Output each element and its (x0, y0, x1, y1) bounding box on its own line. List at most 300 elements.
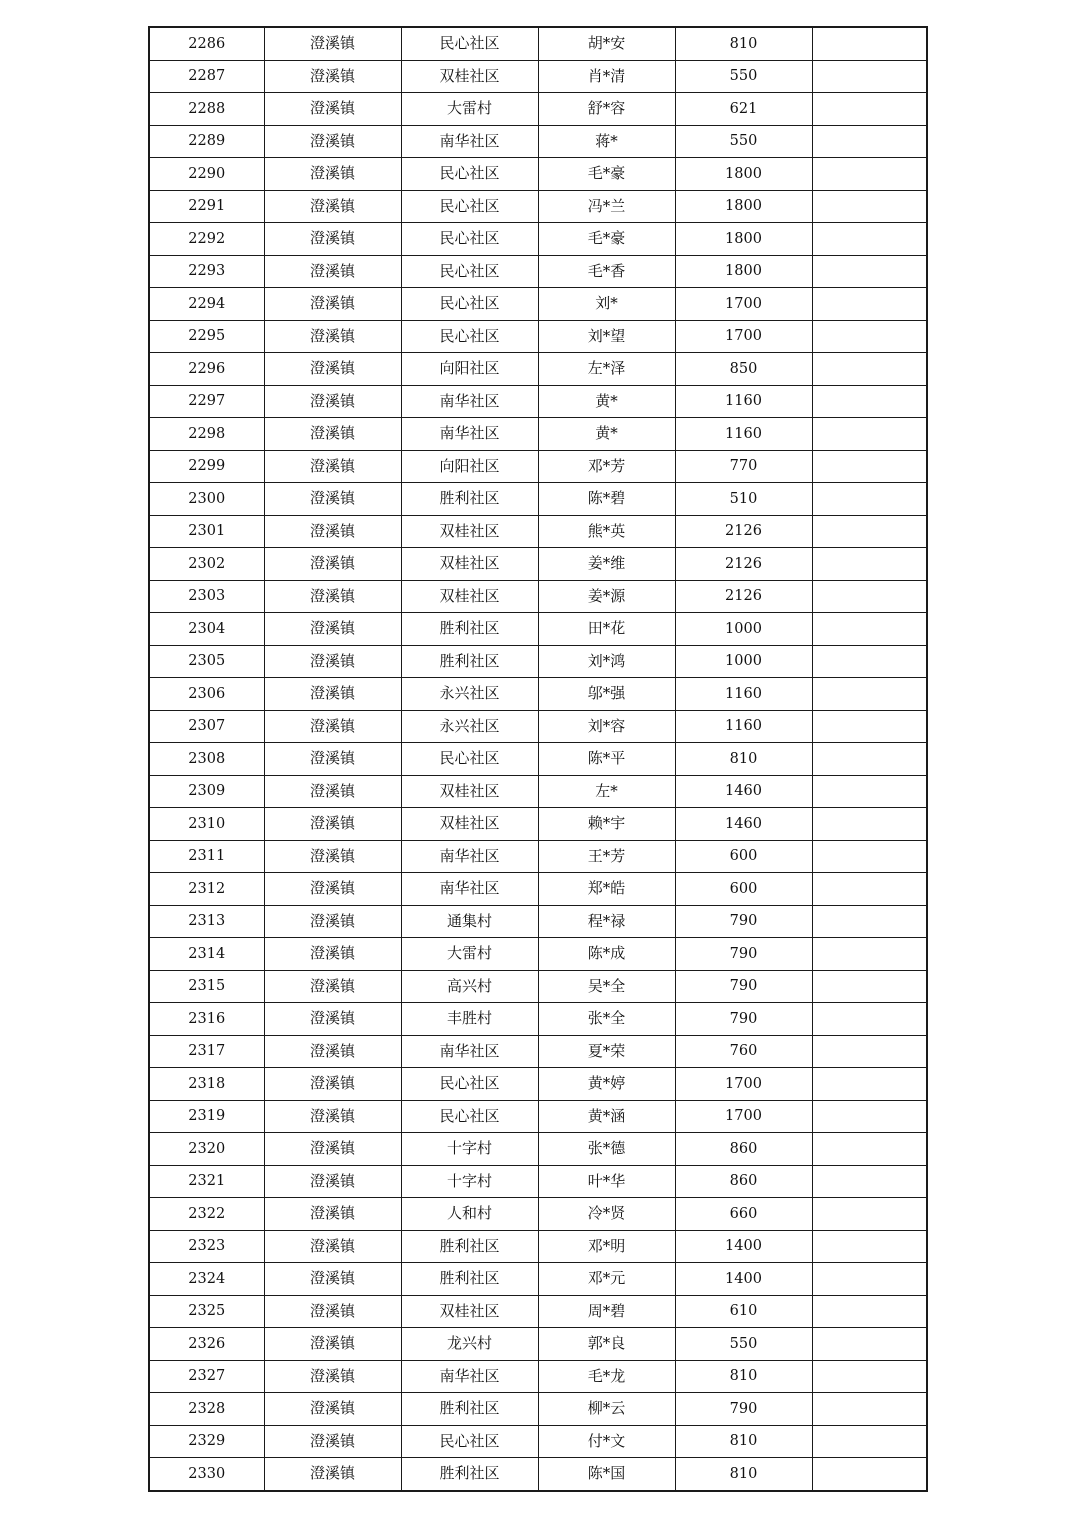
table-row (149, 125, 927, 158)
cell-serial-no: 2295 (149, 320, 264, 353)
cell-person-name: 周*碧 (538, 1295, 675, 1328)
cell-town: 澄溪镇 (264, 450, 401, 483)
table-row (149, 515, 927, 548)
cell-note (812, 483, 927, 516)
cell-community: 十字村 (401, 1133, 538, 1166)
table-row (149, 1068, 927, 1101)
table-row (149, 1100, 927, 1133)
cell-community: 民心社区 (401, 255, 538, 288)
cell-serial-no: 2299 (149, 450, 264, 483)
table-row (149, 418, 927, 451)
cell-town: 澄溪镇 (264, 645, 401, 678)
cell-amount: 2126 (675, 515, 812, 548)
cell-serial-no: 2323 (149, 1230, 264, 1263)
cell-town: 澄溪镇 (264, 1100, 401, 1133)
table-row (149, 970, 927, 1003)
cell-amount: 621 (675, 93, 812, 126)
cell-amount: 810 (675, 1360, 812, 1393)
cell-community: 民心社区 (401, 288, 538, 321)
cell-town: 澄溪镇 (264, 580, 401, 613)
cell-town: 澄溪镇 (264, 288, 401, 321)
cell-community: 双桂社区 (401, 775, 538, 808)
cell-person-name: 邓*芳 (538, 450, 675, 483)
cell-community: 南华社区 (401, 1360, 538, 1393)
cell-town: 澄溪镇 (264, 418, 401, 451)
table-row (149, 483, 927, 516)
cell-town: 澄溪镇 (264, 385, 401, 418)
cell-person-name: 刘*鸿 (538, 645, 675, 678)
cell-note (812, 808, 927, 841)
cell-note (812, 125, 927, 158)
table-row (149, 645, 927, 678)
cell-town: 澄溪镇 (264, 1263, 401, 1296)
cell-person-name: 陈*平 (538, 743, 675, 776)
cell-amount: 1460 (675, 775, 812, 808)
cell-community: 胜利社区 (401, 645, 538, 678)
table-row (149, 223, 927, 256)
cell-community: 龙兴村 (401, 1328, 538, 1361)
cell-note (812, 1458, 927, 1491)
cell-amount: 810 (675, 1458, 812, 1491)
cell-note (812, 515, 927, 548)
cell-town: 澄溪镇 (264, 808, 401, 841)
cell-town: 澄溪镇 (264, 1360, 401, 1393)
cell-note (812, 1393, 927, 1426)
cell-amount: 790 (675, 970, 812, 1003)
cell-amount: 660 (675, 1198, 812, 1231)
cell-note (812, 385, 927, 418)
table-row (149, 775, 927, 808)
cell-amount: 550 (675, 1328, 812, 1361)
cell-community: 永兴社区 (401, 710, 538, 743)
cell-serial-no: 2305 (149, 645, 264, 678)
cell-note (812, 1100, 927, 1133)
cell-person-name: 张*德 (538, 1133, 675, 1166)
cell-person-name: 左* (538, 775, 675, 808)
table-row (149, 548, 927, 581)
cell-amount: 1000 (675, 613, 812, 646)
cell-serial-no: 2290 (149, 158, 264, 191)
cell-person-name: 姜*源 (538, 580, 675, 613)
cell-town: 澄溪镇 (264, 743, 401, 776)
cell-town: 澄溪镇 (264, 223, 401, 256)
cell-amount: 610 (675, 1295, 812, 1328)
cell-person-name: 黄*婷 (538, 1068, 675, 1101)
cell-serial-no: 2306 (149, 678, 264, 711)
cell-town: 澄溪镇 (264, 27, 401, 60)
cell-serial-no: 2294 (149, 288, 264, 321)
cell-community: 胜利社区 (401, 1263, 538, 1296)
cell-serial-no: 2289 (149, 125, 264, 158)
cell-town: 澄溪镇 (264, 710, 401, 743)
cell-amount: 850 (675, 353, 812, 386)
cell-person-name: 夏*荣 (538, 1035, 675, 1068)
cell-note (812, 775, 927, 808)
cell-note (812, 710, 927, 743)
table-row (149, 840, 927, 873)
cell-amount: 1700 (675, 320, 812, 353)
cell-serial-no: 2321 (149, 1165, 264, 1198)
cell-community: 民心社区 (401, 1100, 538, 1133)
cell-town: 澄溪镇 (264, 1198, 401, 1231)
cell-community: 胜利社区 (401, 1393, 538, 1426)
cell-serial-no: 2308 (149, 743, 264, 776)
cell-serial-no: 2314 (149, 938, 264, 971)
cell-person-name: 赖*宇 (538, 808, 675, 841)
cell-person-name: 左*泽 (538, 353, 675, 386)
table-row (149, 905, 927, 938)
cell-community: 民心社区 (401, 223, 538, 256)
cell-community: 永兴社区 (401, 678, 538, 711)
cell-town: 澄溪镇 (264, 255, 401, 288)
cell-town: 澄溪镇 (264, 60, 401, 93)
cell-note (812, 288, 927, 321)
cell-serial-no: 2286 (149, 27, 264, 60)
cell-serial-no: 2311 (149, 840, 264, 873)
cell-community: 大雷村 (401, 938, 538, 971)
cell-person-name: 邓*元 (538, 1263, 675, 1296)
cell-town: 澄溪镇 (264, 158, 401, 191)
cell-amount: 1700 (675, 1068, 812, 1101)
cell-community: 双桂社区 (401, 1295, 538, 1328)
cell-person-name: 舒*容 (538, 93, 675, 126)
cell-note (812, 255, 927, 288)
cell-note (812, 1068, 927, 1101)
cell-amount: 1160 (675, 418, 812, 451)
cell-serial-no: 2318 (149, 1068, 264, 1101)
cell-note (812, 1003, 927, 1036)
cell-note (812, 190, 927, 223)
cell-person-name: 黄*涵 (538, 1100, 675, 1133)
table-row (149, 1198, 927, 1231)
cell-serial-no: 2310 (149, 808, 264, 841)
cell-note (812, 353, 927, 386)
cell-amount: 550 (675, 60, 812, 93)
table-row (149, 255, 927, 288)
cell-community: 民心社区 (401, 1425, 538, 1458)
cell-person-name: 刘*望 (538, 320, 675, 353)
cell-note (812, 1263, 927, 1296)
cell-town: 澄溪镇 (264, 1068, 401, 1101)
cell-amount: 2126 (675, 580, 812, 613)
cell-amount: 810 (675, 743, 812, 776)
cell-amount: 1700 (675, 288, 812, 321)
cell-person-name: 邓*明 (538, 1230, 675, 1263)
cell-serial-no: 2326 (149, 1328, 264, 1361)
cell-community: 胜利社区 (401, 483, 538, 516)
cell-serial-no: 2330 (149, 1458, 264, 1491)
cell-amount: 790 (675, 938, 812, 971)
cell-community: 南华社区 (401, 873, 538, 906)
table-row (149, 353, 927, 386)
cell-note (812, 93, 927, 126)
cell-town: 澄溪镇 (264, 548, 401, 581)
cell-town: 澄溪镇 (264, 840, 401, 873)
cell-note (812, 678, 927, 711)
cell-amount: 860 (675, 1165, 812, 1198)
cell-amount: 1800 (675, 158, 812, 191)
cell-town: 澄溪镇 (264, 1003, 401, 1036)
cell-community: 民心社区 (401, 320, 538, 353)
table-row (149, 1425, 927, 1458)
table-row (149, 1035, 927, 1068)
cell-serial-no: 2312 (149, 873, 264, 906)
table-row (149, 1165, 927, 1198)
cell-community: 向阳社区 (401, 353, 538, 386)
cell-person-name: 王*芳 (538, 840, 675, 873)
cell-community: 高兴村 (401, 970, 538, 1003)
cell-amount: 860 (675, 1133, 812, 1166)
cell-note (812, 1425, 927, 1458)
table-row (149, 27, 927, 60)
cell-town: 澄溪镇 (264, 1425, 401, 1458)
table-row (149, 93, 927, 126)
cell-note (812, 450, 927, 483)
cell-serial-no: 2298 (149, 418, 264, 451)
cell-note (812, 1230, 927, 1263)
cell-town: 澄溪镇 (264, 873, 401, 906)
cell-person-name: 黄* (538, 418, 675, 451)
table-row (149, 158, 927, 191)
table-row (149, 1458, 927, 1491)
cell-person-name: 冷*贤 (538, 1198, 675, 1231)
cell-serial-no: 2301 (149, 515, 264, 548)
cell-person-name: 陈*碧 (538, 483, 675, 516)
cell-note (812, 873, 927, 906)
cell-note (812, 613, 927, 646)
table-row (149, 450, 927, 483)
cell-serial-no: 2327 (149, 1360, 264, 1393)
cell-community: 民心社区 (401, 190, 538, 223)
cell-serial-no: 2319 (149, 1100, 264, 1133)
cell-person-name: 熊*英 (538, 515, 675, 548)
cell-person-name: 冯*兰 (538, 190, 675, 223)
cell-amount: 810 (675, 27, 812, 60)
cell-amount: 1160 (675, 385, 812, 418)
cell-community: 民心社区 (401, 158, 538, 191)
cell-note (812, 223, 927, 256)
cell-person-name: 毛*香 (538, 255, 675, 288)
cell-serial-no: 2324 (149, 1263, 264, 1296)
cell-amount: 2126 (675, 548, 812, 581)
cell-note (812, 645, 927, 678)
cell-person-name: 黄* (538, 385, 675, 418)
cell-serial-no: 2287 (149, 60, 264, 93)
cell-person-name: 邬*强 (538, 678, 675, 711)
cell-amount: 770 (675, 450, 812, 483)
subsidy-table (148, 26, 928, 1492)
cell-person-name: 张*全 (538, 1003, 675, 1036)
cell-amount: 1800 (675, 190, 812, 223)
cell-person-name: 刘*容 (538, 710, 675, 743)
cell-note (812, 27, 927, 60)
cell-serial-no: 2296 (149, 353, 264, 386)
cell-town: 澄溪镇 (264, 1035, 401, 1068)
cell-town: 澄溪镇 (264, 678, 401, 711)
cell-community: 双桂社区 (401, 60, 538, 93)
cell-note (812, 320, 927, 353)
table-row (149, 613, 927, 646)
cell-amount: 790 (675, 1003, 812, 1036)
cell-community: 南华社区 (401, 385, 538, 418)
cell-person-name: 柳*云 (538, 1393, 675, 1426)
cell-serial-no: 2317 (149, 1035, 264, 1068)
cell-person-name: 付*文 (538, 1425, 675, 1458)
cell-community: 双桂社区 (401, 548, 538, 581)
cell-serial-no: 2313 (149, 905, 264, 938)
cell-serial-no: 2315 (149, 970, 264, 1003)
cell-town: 澄溪镇 (264, 1458, 401, 1491)
cell-note (812, 938, 927, 971)
cell-person-name: 叶*华 (538, 1165, 675, 1198)
cell-note (812, 418, 927, 451)
cell-community: 十字村 (401, 1165, 538, 1198)
cell-town: 澄溪镇 (264, 125, 401, 158)
cell-community: 胜利社区 (401, 1230, 538, 1263)
cell-person-name: 毛*豪 (538, 158, 675, 191)
cell-serial-no: 2288 (149, 93, 264, 126)
cell-person-name: 吴*全 (538, 970, 675, 1003)
cell-serial-no: 2316 (149, 1003, 264, 1036)
table-row (149, 580, 927, 613)
cell-serial-no: 2300 (149, 483, 264, 516)
cell-amount: 810 (675, 1425, 812, 1458)
table-row (149, 1295, 927, 1328)
table-row (149, 710, 927, 743)
table-row (149, 743, 927, 776)
cell-person-name: 胡*安 (538, 27, 675, 60)
cell-town: 澄溪镇 (264, 1328, 401, 1361)
table-body (149, 27, 927, 1491)
cell-note (812, 60, 927, 93)
cell-note (812, 905, 927, 938)
cell-note (812, 970, 927, 1003)
cell-note (812, 158, 927, 191)
cell-town: 澄溪镇 (264, 970, 401, 1003)
cell-amount: 510 (675, 483, 812, 516)
table-row (149, 60, 927, 93)
cell-serial-no: 2322 (149, 1198, 264, 1231)
cell-town: 澄溪镇 (264, 515, 401, 548)
cell-community: 丰胜村 (401, 1003, 538, 1036)
cell-community: 大雷村 (401, 93, 538, 126)
table-row (149, 1263, 927, 1296)
cell-community: 向阳社区 (401, 450, 538, 483)
cell-town: 澄溪镇 (264, 1230, 401, 1263)
cell-note (812, 1165, 927, 1198)
cell-amount: 600 (675, 840, 812, 873)
cell-serial-no: 2297 (149, 385, 264, 418)
cell-community: 民心社区 (401, 743, 538, 776)
table-row (149, 385, 927, 418)
cell-person-name: 田*花 (538, 613, 675, 646)
cell-town: 澄溪镇 (264, 190, 401, 223)
cell-amount: 1400 (675, 1263, 812, 1296)
cell-note (812, 580, 927, 613)
cell-community: 南华社区 (401, 840, 538, 873)
cell-amount: 1460 (675, 808, 812, 841)
cell-serial-no: 2302 (149, 548, 264, 581)
cell-community: 双桂社区 (401, 580, 538, 613)
cell-person-name: 肖*清 (538, 60, 675, 93)
cell-amount: 1700 (675, 1100, 812, 1133)
table-row (149, 1133, 927, 1166)
cell-town: 澄溪镇 (264, 775, 401, 808)
cell-serial-no: 2293 (149, 255, 264, 288)
cell-serial-no: 2307 (149, 710, 264, 743)
cell-town: 澄溪镇 (264, 613, 401, 646)
cell-note (812, 840, 927, 873)
cell-town: 澄溪镇 (264, 1165, 401, 1198)
cell-town: 澄溪镇 (264, 938, 401, 971)
cell-amount: 550 (675, 125, 812, 158)
cell-amount: 1400 (675, 1230, 812, 1263)
cell-community: 民心社区 (401, 27, 538, 60)
cell-community: 双桂社区 (401, 515, 538, 548)
cell-person-name: 郑*皓 (538, 873, 675, 906)
cell-note (812, 1133, 927, 1166)
cell-note (812, 1035, 927, 1068)
cell-person-name: 蒋* (538, 125, 675, 158)
cell-note (812, 743, 927, 776)
cell-amount: 600 (675, 873, 812, 906)
cell-serial-no: 2291 (149, 190, 264, 223)
cell-community: 民心社区 (401, 1068, 538, 1101)
cell-person-name: 陈*国 (538, 1458, 675, 1491)
cell-note (812, 1328, 927, 1361)
cell-amount: 1160 (675, 710, 812, 743)
cell-amount: 1800 (675, 255, 812, 288)
cell-serial-no: 2292 (149, 223, 264, 256)
cell-serial-no: 2329 (149, 1425, 264, 1458)
table-row (149, 873, 927, 906)
cell-community: 胜利社区 (401, 1458, 538, 1491)
table-row (149, 808, 927, 841)
cell-person-name: 陈*成 (538, 938, 675, 971)
table-row (149, 1360, 927, 1393)
table-row (149, 678, 927, 711)
cell-amount: 760 (675, 1035, 812, 1068)
table-row (149, 190, 927, 223)
cell-serial-no: 2320 (149, 1133, 264, 1166)
cell-amount: 1160 (675, 678, 812, 711)
cell-note (812, 1295, 927, 1328)
cell-town: 澄溪镇 (264, 93, 401, 126)
cell-community: 人和村 (401, 1198, 538, 1231)
cell-amount: 1800 (675, 223, 812, 256)
table-row (149, 938, 927, 971)
cell-town: 澄溪镇 (264, 1295, 401, 1328)
cell-amount: 1000 (675, 645, 812, 678)
cell-note (812, 548, 927, 581)
cell-community: 双桂社区 (401, 808, 538, 841)
cell-community: 南华社区 (401, 1035, 538, 1068)
cell-amount: 790 (675, 1393, 812, 1426)
cell-serial-no: 2304 (149, 613, 264, 646)
cell-serial-no: 2309 (149, 775, 264, 808)
table-row (149, 1003, 927, 1036)
cell-person-name: 毛*龙 (538, 1360, 675, 1393)
cell-person-name: 毛*豪 (538, 223, 675, 256)
cell-amount: 790 (675, 905, 812, 938)
cell-serial-no: 2325 (149, 1295, 264, 1328)
cell-community: 南华社区 (401, 125, 538, 158)
cell-town: 澄溪镇 (264, 1393, 401, 1426)
cell-person-name: 程*禄 (538, 905, 675, 938)
cell-community: 南华社区 (401, 418, 538, 451)
cell-town: 澄溪镇 (264, 320, 401, 353)
cell-person-name: 郭*良 (538, 1328, 675, 1361)
